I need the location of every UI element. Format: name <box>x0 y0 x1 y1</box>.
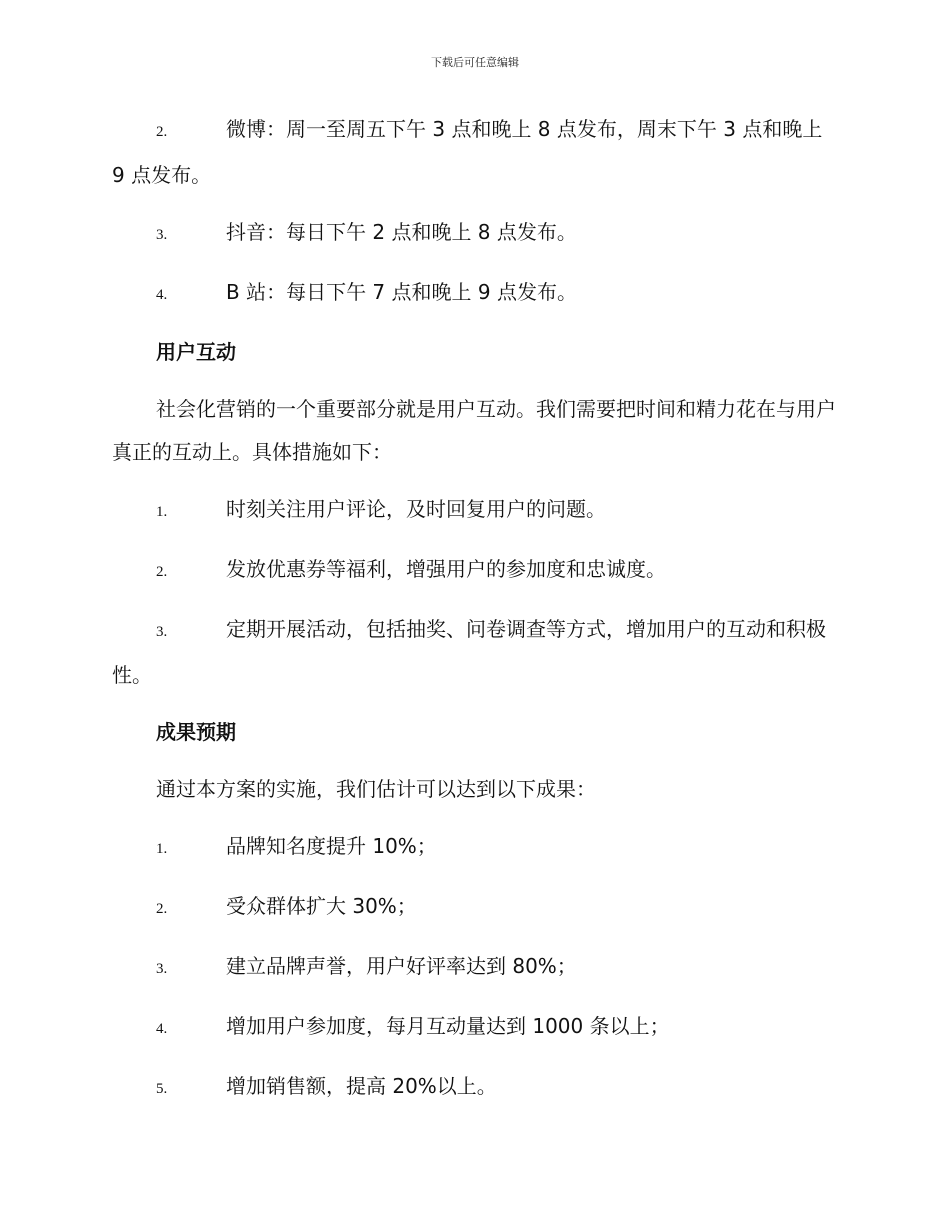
section-heading-results: 成果预期 <box>156 720 236 744</box>
list-text: 微博：周一至周五下午 3 点和晚上 8 点发布，周末下午 3 点和晚上 9 点发布。 <box>112 117 823 187</box>
list-number: 1. <box>156 504 168 520</box>
list-text: 发放优惠券等福利，增强用户的参加度和忠诚度。 <box>226 557 666 581</box>
section-heading-interaction: 用户互动 <box>156 340 236 364</box>
list-text: 时刻关注用户评论，及时回复用户的问题。 <box>226 497 606 521</box>
list-text: 品牌知名度提升 10%； <box>226 834 437 858</box>
list-number: 3. <box>156 624 168 640</box>
list-number: 3. <box>156 227 168 243</box>
list-text: 建立品牌声誉，用户好评率达到 80%； <box>226 954 577 978</box>
list-number: 4. <box>156 1021 168 1037</box>
list-text: 抖音：每日下午 2 点和晚上 8 点发布。 <box>226 220 577 244</box>
list-item <box>112 608 838 697</box>
document-body <box>112 108 838 1125</box>
list-text: 定期开展活动，包括抽奖、问卷调查等方式，增加用户的互动和积极性。 <box>112 617 826 687</box>
list-number: 3. <box>156 961 168 977</box>
list-number: 5. <box>156 1081 168 1097</box>
list-item <box>112 548 838 594</box>
list-item <box>112 1065 838 1111</box>
list-text: B 站：每日下午 7 点和晚上 9 点发布。 <box>226 280 577 304</box>
list-item <box>112 885 838 931</box>
section-intro-results: 通过本方案的实施，我们估计可以达到以下成果： <box>156 777 596 801</box>
section-intro-interaction: 社会化营销的一个重要部分就是用户互动。我们需要把时间和精力花在与用户真正的互动上。具体措施如下： <box>112 397 836 464</box>
list-item <box>112 945 838 991</box>
list-number: 2. <box>156 901 168 917</box>
list-item <box>112 211 838 257</box>
list-item <box>112 108 838 197</box>
list-item <box>112 1005 838 1051</box>
list-text: 增加销售额，提高 20%以上。 <box>226 1074 497 1098</box>
list-number: 2. <box>156 564 168 580</box>
list-number: 1. <box>156 841 168 857</box>
list-item <box>112 271 838 317</box>
list-item <box>112 488 838 534</box>
list-number: 2. <box>156 124 168 140</box>
list-number: 4. <box>156 287 168 303</box>
page-header: 下载后可任意编辑 <box>431 56 519 69</box>
list-text: 受众群体扩大 30%； <box>226 894 417 918</box>
list-item <box>112 825 838 871</box>
list-text: 增加用户参加度，每月互动量达到 1000 条以上； <box>226 1014 670 1038</box>
